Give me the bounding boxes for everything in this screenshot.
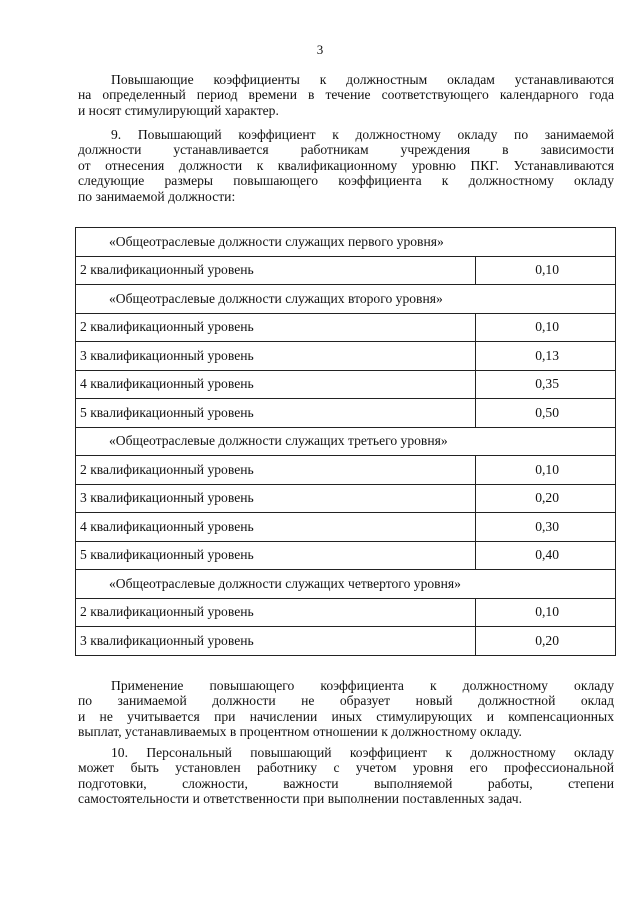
level-cell: 2 квалификационный уровень (76, 313, 476, 342)
group-header-row (76, 427, 616, 456)
level-cell: 2 квалификационный уровень (76, 598, 476, 627)
value-cell: 0,10 (476, 256, 616, 285)
table-row (76, 313, 616, 342)
value-cell: 0,40 (476, 541, 616, 570)
level-cell: 4 квалификационный уровень (76, 513, 476, 542)
paragraph-line: 10. Персональный повышающий коэффициент к должностному окладу (111, 745, 614, 760)
level-cell: 3 квалификационный уровень (76, 484, 476, 513)
value-cell: 0,10 (476, 313, 616, 342)
paragraph-application (78, 678, 614, 740)
value-cell: 0,10 (476, 598, 616, 627)
paragraph-line: по занимаемой должности: (78, 188, 236, 204)
paragraph-line: 9. Повышающий коэффициент к должностному окладу по занимаемой (111, 127, 614, 142)
coefficient-table (75, 227, 616, 656)
paragraph-line: выплат, устанавливаемых в процентном отношении к должностному окладу. (78, 724, 522, 740)
level-cell: 5 квалификационный уровень (76, 541, 476, 570)
level-cell: 3 квалификационный уровень (76, 342, 476, 371)
table-row (76, 256, 616, 285)
value-cell: 0,13 (476, 342, 616, 371)
paragraph-line: самостоятельности и ответственности при выполнении поставленных задач. (78, 791, 523, 807)
group-header-row (76, 285, 616, 314)
level-cell: 3 квалификационный уровень (76, 627, 476, 656)
table-row (76, 598, 616, 627)
value-cell: 0,20 (476, 484, 616, 513)
table-row (76, 399, 616, 428)
paragraph-line: и носят стимулирующий характер. (78, 102, 279, 118)
paragraph-line: подготовки, сложности, важности выполняемой работы, степени (78, 775, 614, 791)
paragraph-line: на определенный период времени в течение соответствующего календарного года (78, 87, 614, 103)
level-cell: 5 квалификационный уровень (76, 399, 476, 428)
value-cell: 0,50 (476, 399, 616, 428)
paragraph-line: по занимаемой должности не образует новый должностной оклад (78, 693, 614, 709)
table-row (76, 342, 616, 371)
value-cell: 0,10 (476, 456, 616, 485)
paragraph-line: от отнесения должности к квалификационному уровню ПКГ. Устанавливаются (78, 157, 614, 173)
group-header-row (76, 228, 616, 257)
table-row (76, 627, 616, 656)
value-cell: 0,20 (476, 627, 616, 656)
level-cell: 4 квалификационный уровень (76, 370, 476, 399)
paragraph-line: следующие размеры повышающего коэффициента к должностному окладу (78, 173, 614, 189)
table-row (76, 370, 616, 399)
table-row (76, 456, 616, 485)
paragraph-item-10 (78, 745, 614, 807)
level-cell: 2 квалификационный уровень (76, 256, 476, 285)
paragraph-line: Повышающие коэффициенты к должностным окладам устанавливаются (111, 72, 614, 87)
paragraph-line: должности устанавливается работникам учреждения в зависимости (78, 142, 614, 158)
paragraph-item-9 (78, 127, 614, 204)
page-number: 3 (316, 42, 324, 57)
paragraph-line: может быть установлен работнику с учетом уровня его профессиональной (78, 760, 614, 776)
value-cell: 0,30 (476, 513, 616, 542)
value-cell: 0,35 (476, 370, 616, 399)
group-title: «Общеотраслевые должности служащих третьего уровня» (76, 427, 616, 456)
group-title: «Общеотраслевые должности служащих второго уровня» (76, 285, 616, 314)
paragraph-coefficients-period (78, 72, 614, 118)
group-title: «Общеотраслевые должности служащих четвертого уровня» (76, 570, 616, 599)
paragraph-line: и не учитывается при начислении иных стимулирующих и компенсационных (78, 708, 614, 724)
table-row (76, 484, 616, 513)
group-header-row (76, 570, 616, 599)
table-row (76, 541, 616, 570)
paragraph-line: Применение повышающего коэффициента к должностному окладу (111, 678, 614, 693)
table-row (76, 513, 616, 542)
level-cell: 2 квалификационный уровень (76, 456, 476, 485)
group-title: «Общеотраслевые должности служащих первого уровня» (76, 228, 616, 257)
